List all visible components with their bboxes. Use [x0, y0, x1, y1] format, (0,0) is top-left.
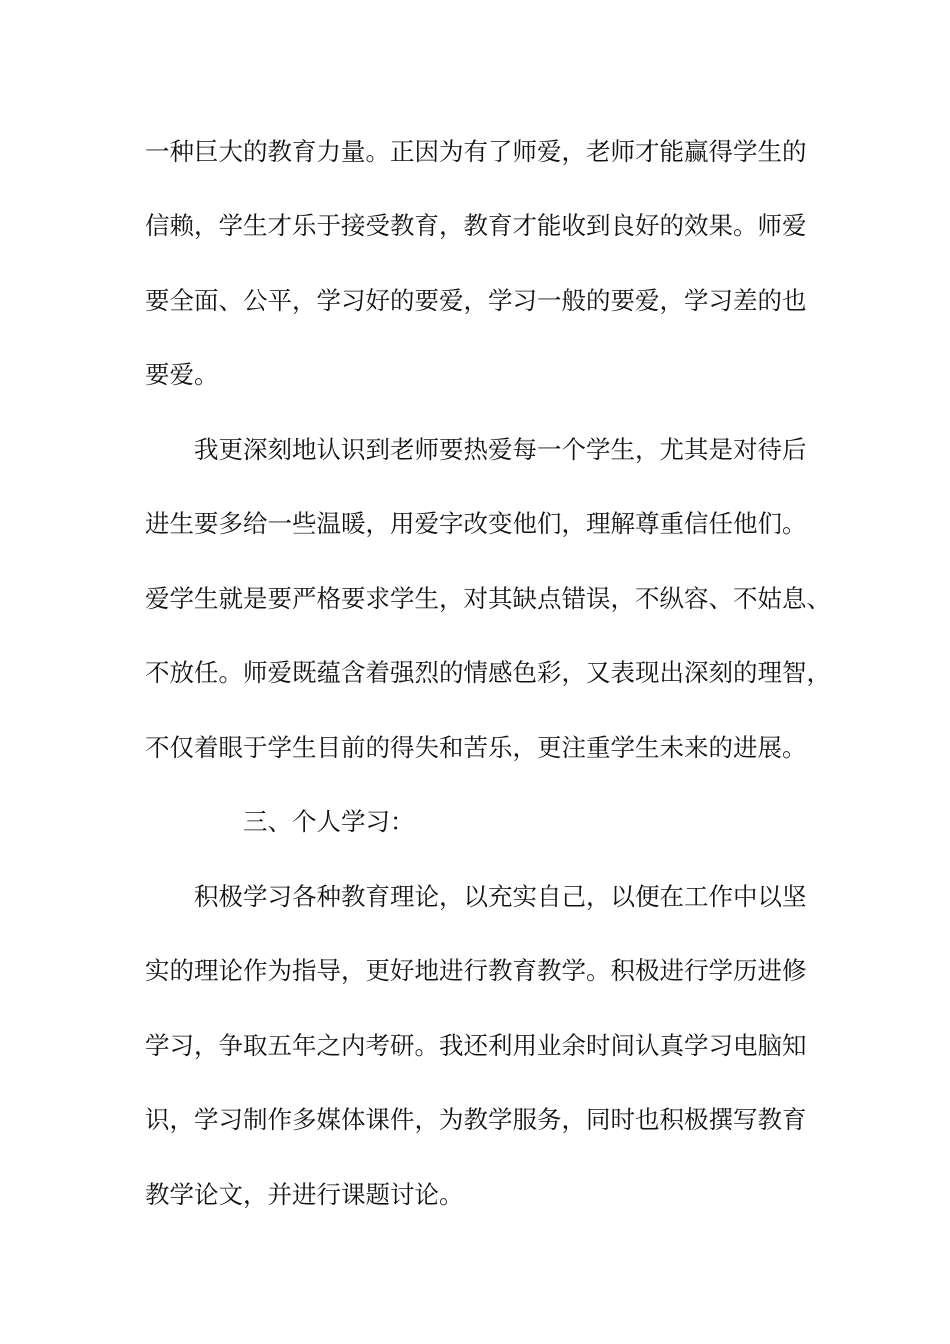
paragraph-line: 不仅着眼于学生目前的得失和苦乐，更注重学生未来的进展。: [145, 733, 807, 762]
paragraph-line: 学习，争取五年之内考研。我还利用业余时间认真学习电脑知: [145, 1031, 807, 1060]
paragraph-line: 我更深刻地认识到老师要热爱每一个学生，尤其是对待后: [194, 435, 807, 464]
paragraph-line: 实的理论作为指导，更好地进行教育教学。积极进行学历进修: [145, 956, 807, 985]
paragraph-line: 要全面、公平，学习好的要爱，学习一般的要爱，学习差的也: [145, 286, 807, 315]
paragraph-line: 一种巨大的教育力量。正因为有了师爱，老师才能赢得学生的: [145, 137, 807, 166]
paragraph-line: 不放任。师爱既蕴含着强烈的情感色彩，又表现出深刻的理智，: [145, 658, 831, 687]
paragraph-line: 识，学习制作多媒体课件，为教学服务，同时也积极撰写教育: [145, 1105, 807, 1134]
paragraph-line: 积极学习各种教育理论，以充实自己，以便在工作中以坚: [194, 882, 807, 911]
paragraph-line: 信赖，学生才乐于接受教育，教育才能收到良好的效果。师爱: [145, 211, 807, 240]
section-heading: 三、个人学习：: [243, 807, 415, 836]
paragraph-line: 教学论文，并进行课题讨论。: [145, 1180, 464, 1209]
paragraph-line: 爱学生就是要严格要求学生，对其缺点错误，不纵容、不姑息、: [145, 584, 831, 613]
paragraph-line: 进生要多给一些温暖，用爱字改变他们，理解尊重信任他们。: [145, 509, 807, 538]
paragraph-line: 要爱。: [145, 360, 219, 389]
